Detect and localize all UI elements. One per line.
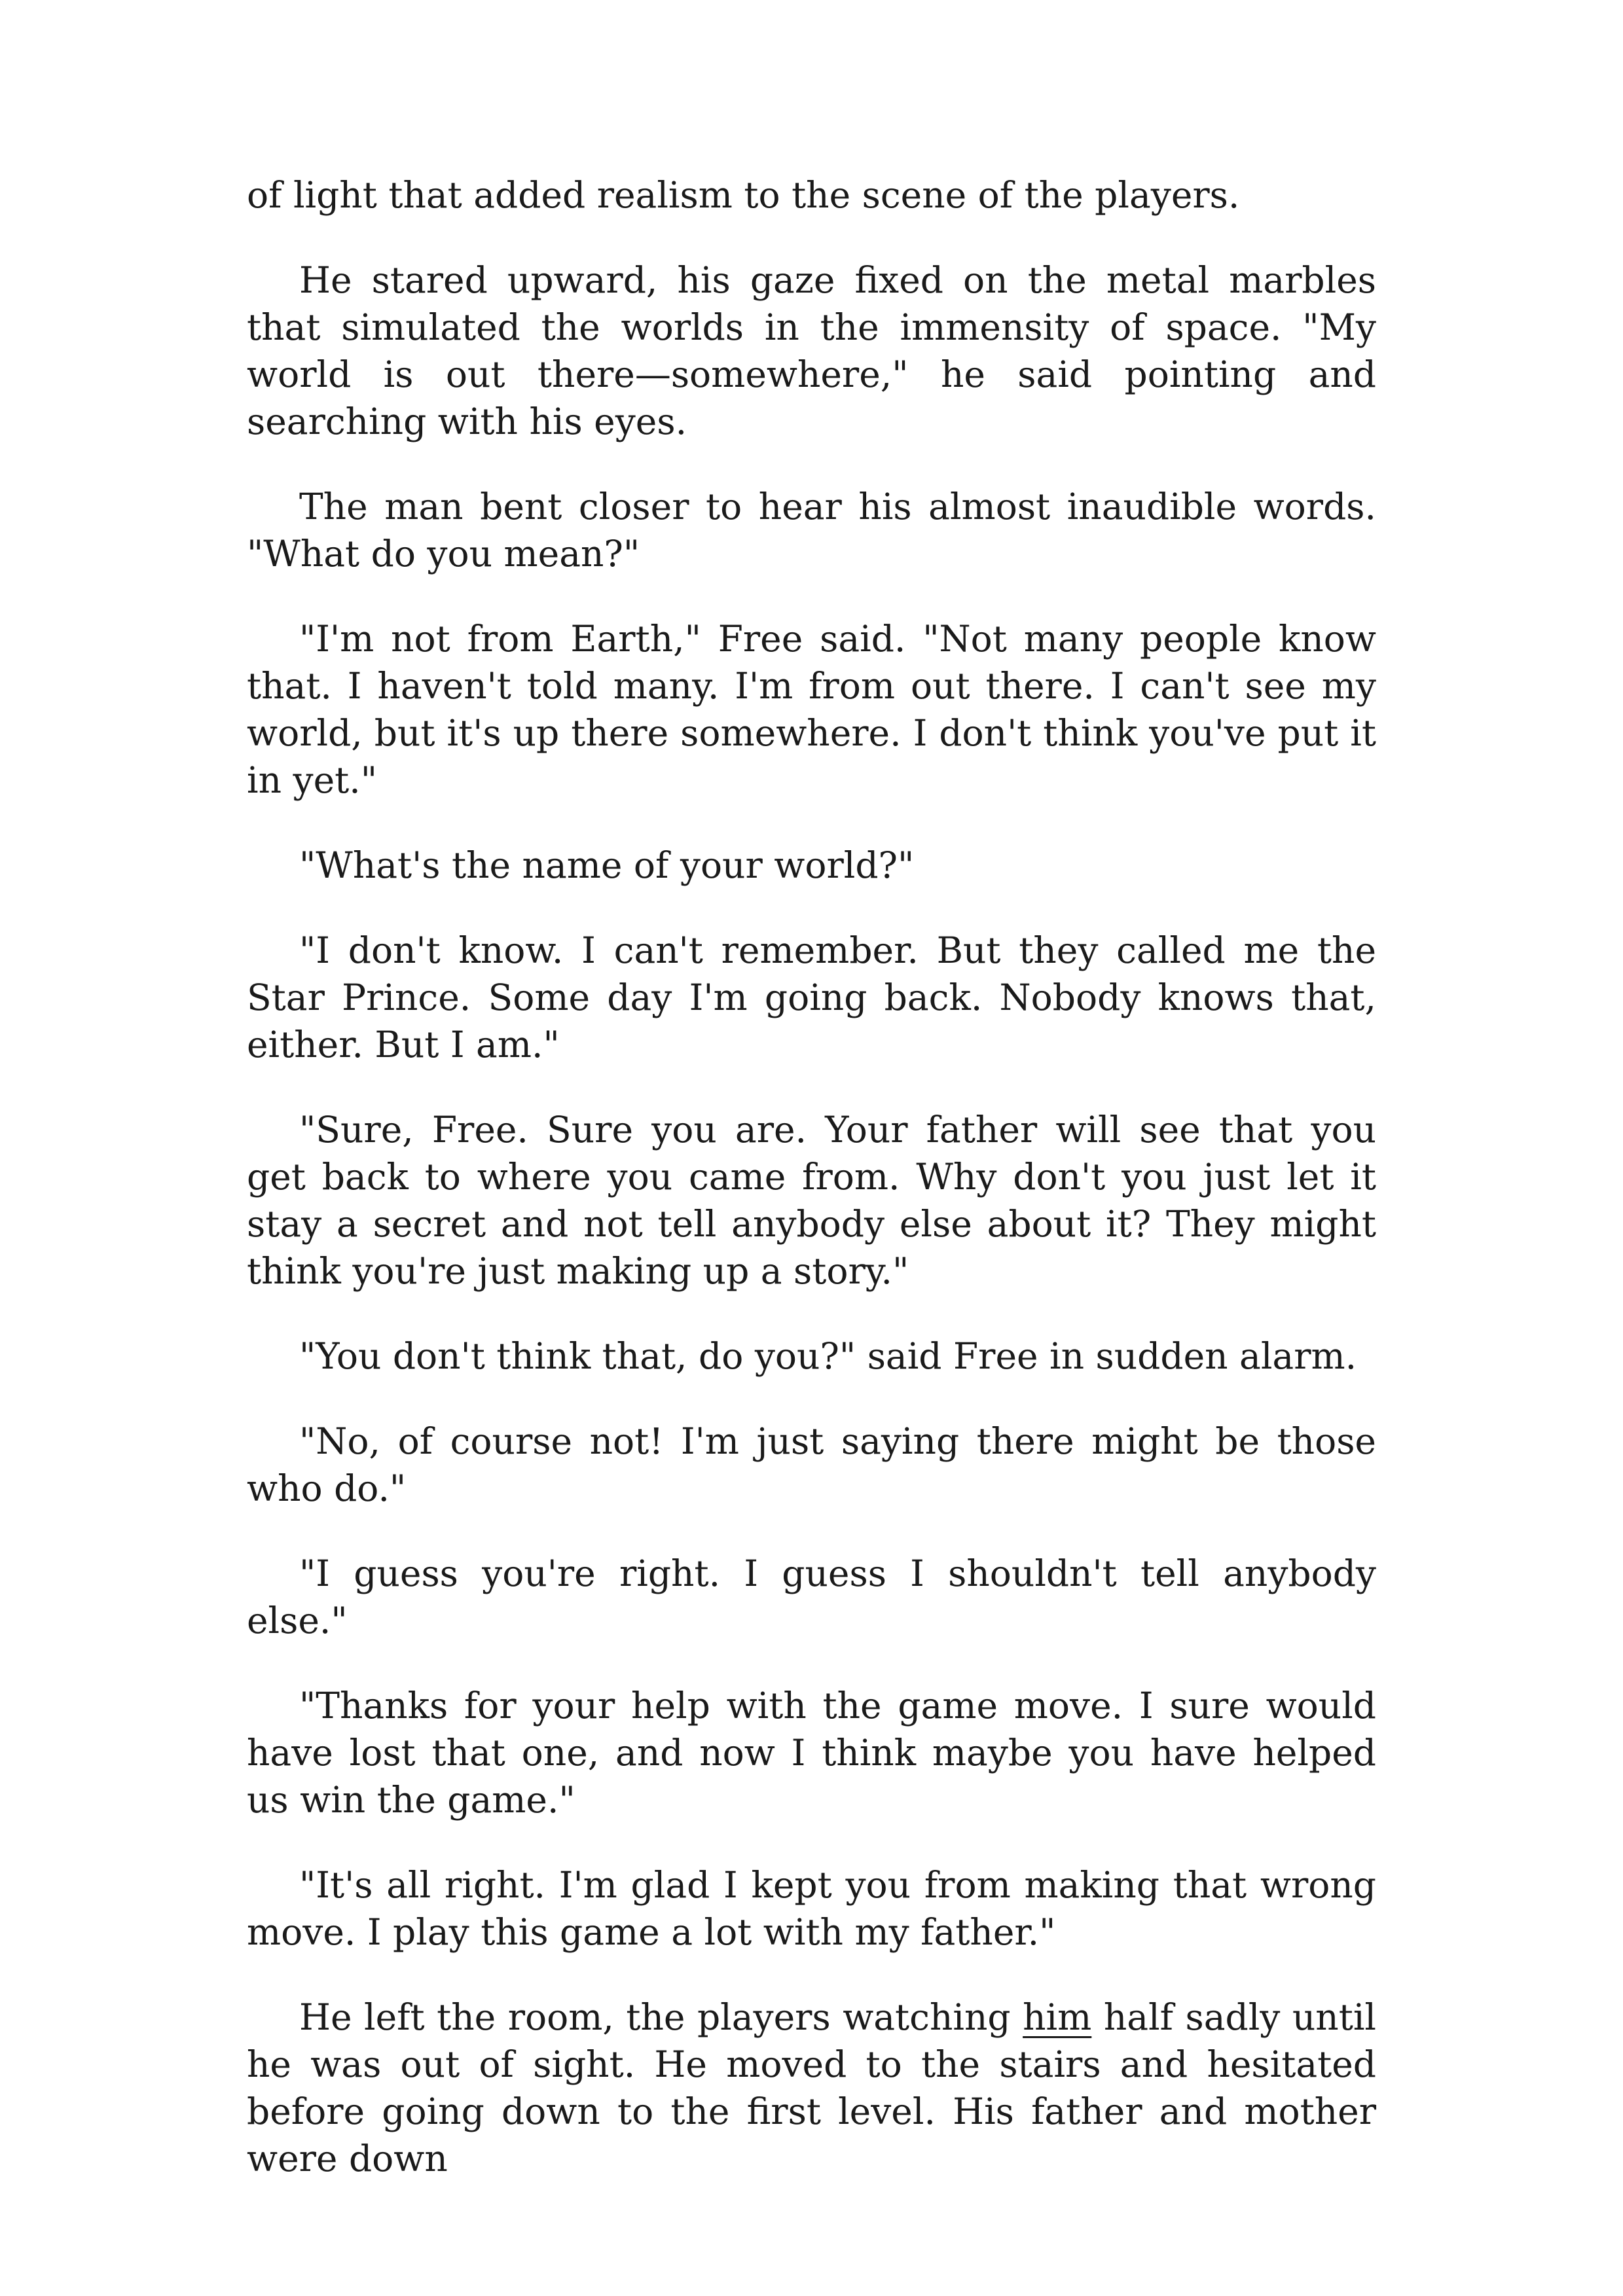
paragraph-9: "No, of course not! I'm just saying there might be those who do." — [247, 1420, 1376, 1509]
paragraph-10: "I guess you're right. I guess I shouldn't tell anybody else." — [247, 1552, 1376, 1641]
paragraph-13-after: half sadly until he was out of sight. He moved to the stairs and hesitated before going down to the first level. His father and mother were down — [247, 1996, 1377, 2179]
paragraph-8: "You don't think that, do you?" said Free in sudden alarm. — [299, 1335, 1357, 1377]
paragraph-5: "What's the name of your world?" — [299, 844, 915, 886]
underlined-word: him — [1023, 1996, 1092, 2038]
page-body — [247, 171, 1376, 2182]
paragraph-2: He stared upward, his gaze fixed on the metal marbles that simulated the worlds in the immensity of space. "My world is out there—somewhere," he said pointing and searching with his eyes. — [247, 259, 1376, 442]
paragraph-11: "Thanks for your help with the game move. I sure would have lost that one, and now I think maybe you have helped us win the game." — [247, 1685, 1376, 1821]
paragraph-3: The man bent closer to hear his almost inaudible words. "What do you mean?" — [247, 486, 1376, 575]
paragraph-1: of light that added realism to the scene of the players. — [247, 174, 1240, 216]
paragraph-6: "I don't know. I can't remember. But they called me the Star Prince. Some day I'm going back. Nobody knows that, either. But I am." — [247, 929, 1376, 1066]
paragraph-12: "It's all right. I'm glad I kept you from making that wrong move. I play this game a lot with my father." — [247, 1864, 1376, 1953]
paragraph-13 — [247, 1994, 1376, 2182]
paragraph-4: "I'm not from Earth," Free said. "Not many people know that. I haven't told many. I'm from out there. I can't see my world, but it's up there somewhere. I don't think you've put it in yet." — [247, 618, 1376, 801]
paragraph-13-before: He left the room, the players watching — [299, 1996, 1011, 2038]
paragraph-7: "Sure, Free. Sure you are. Your father will see that you get back to where you came from. Why don't you just let it stay a secret and not tell anybody else about it? They might think you're just making up a story." — [247, 1109, 1376, 1292]
